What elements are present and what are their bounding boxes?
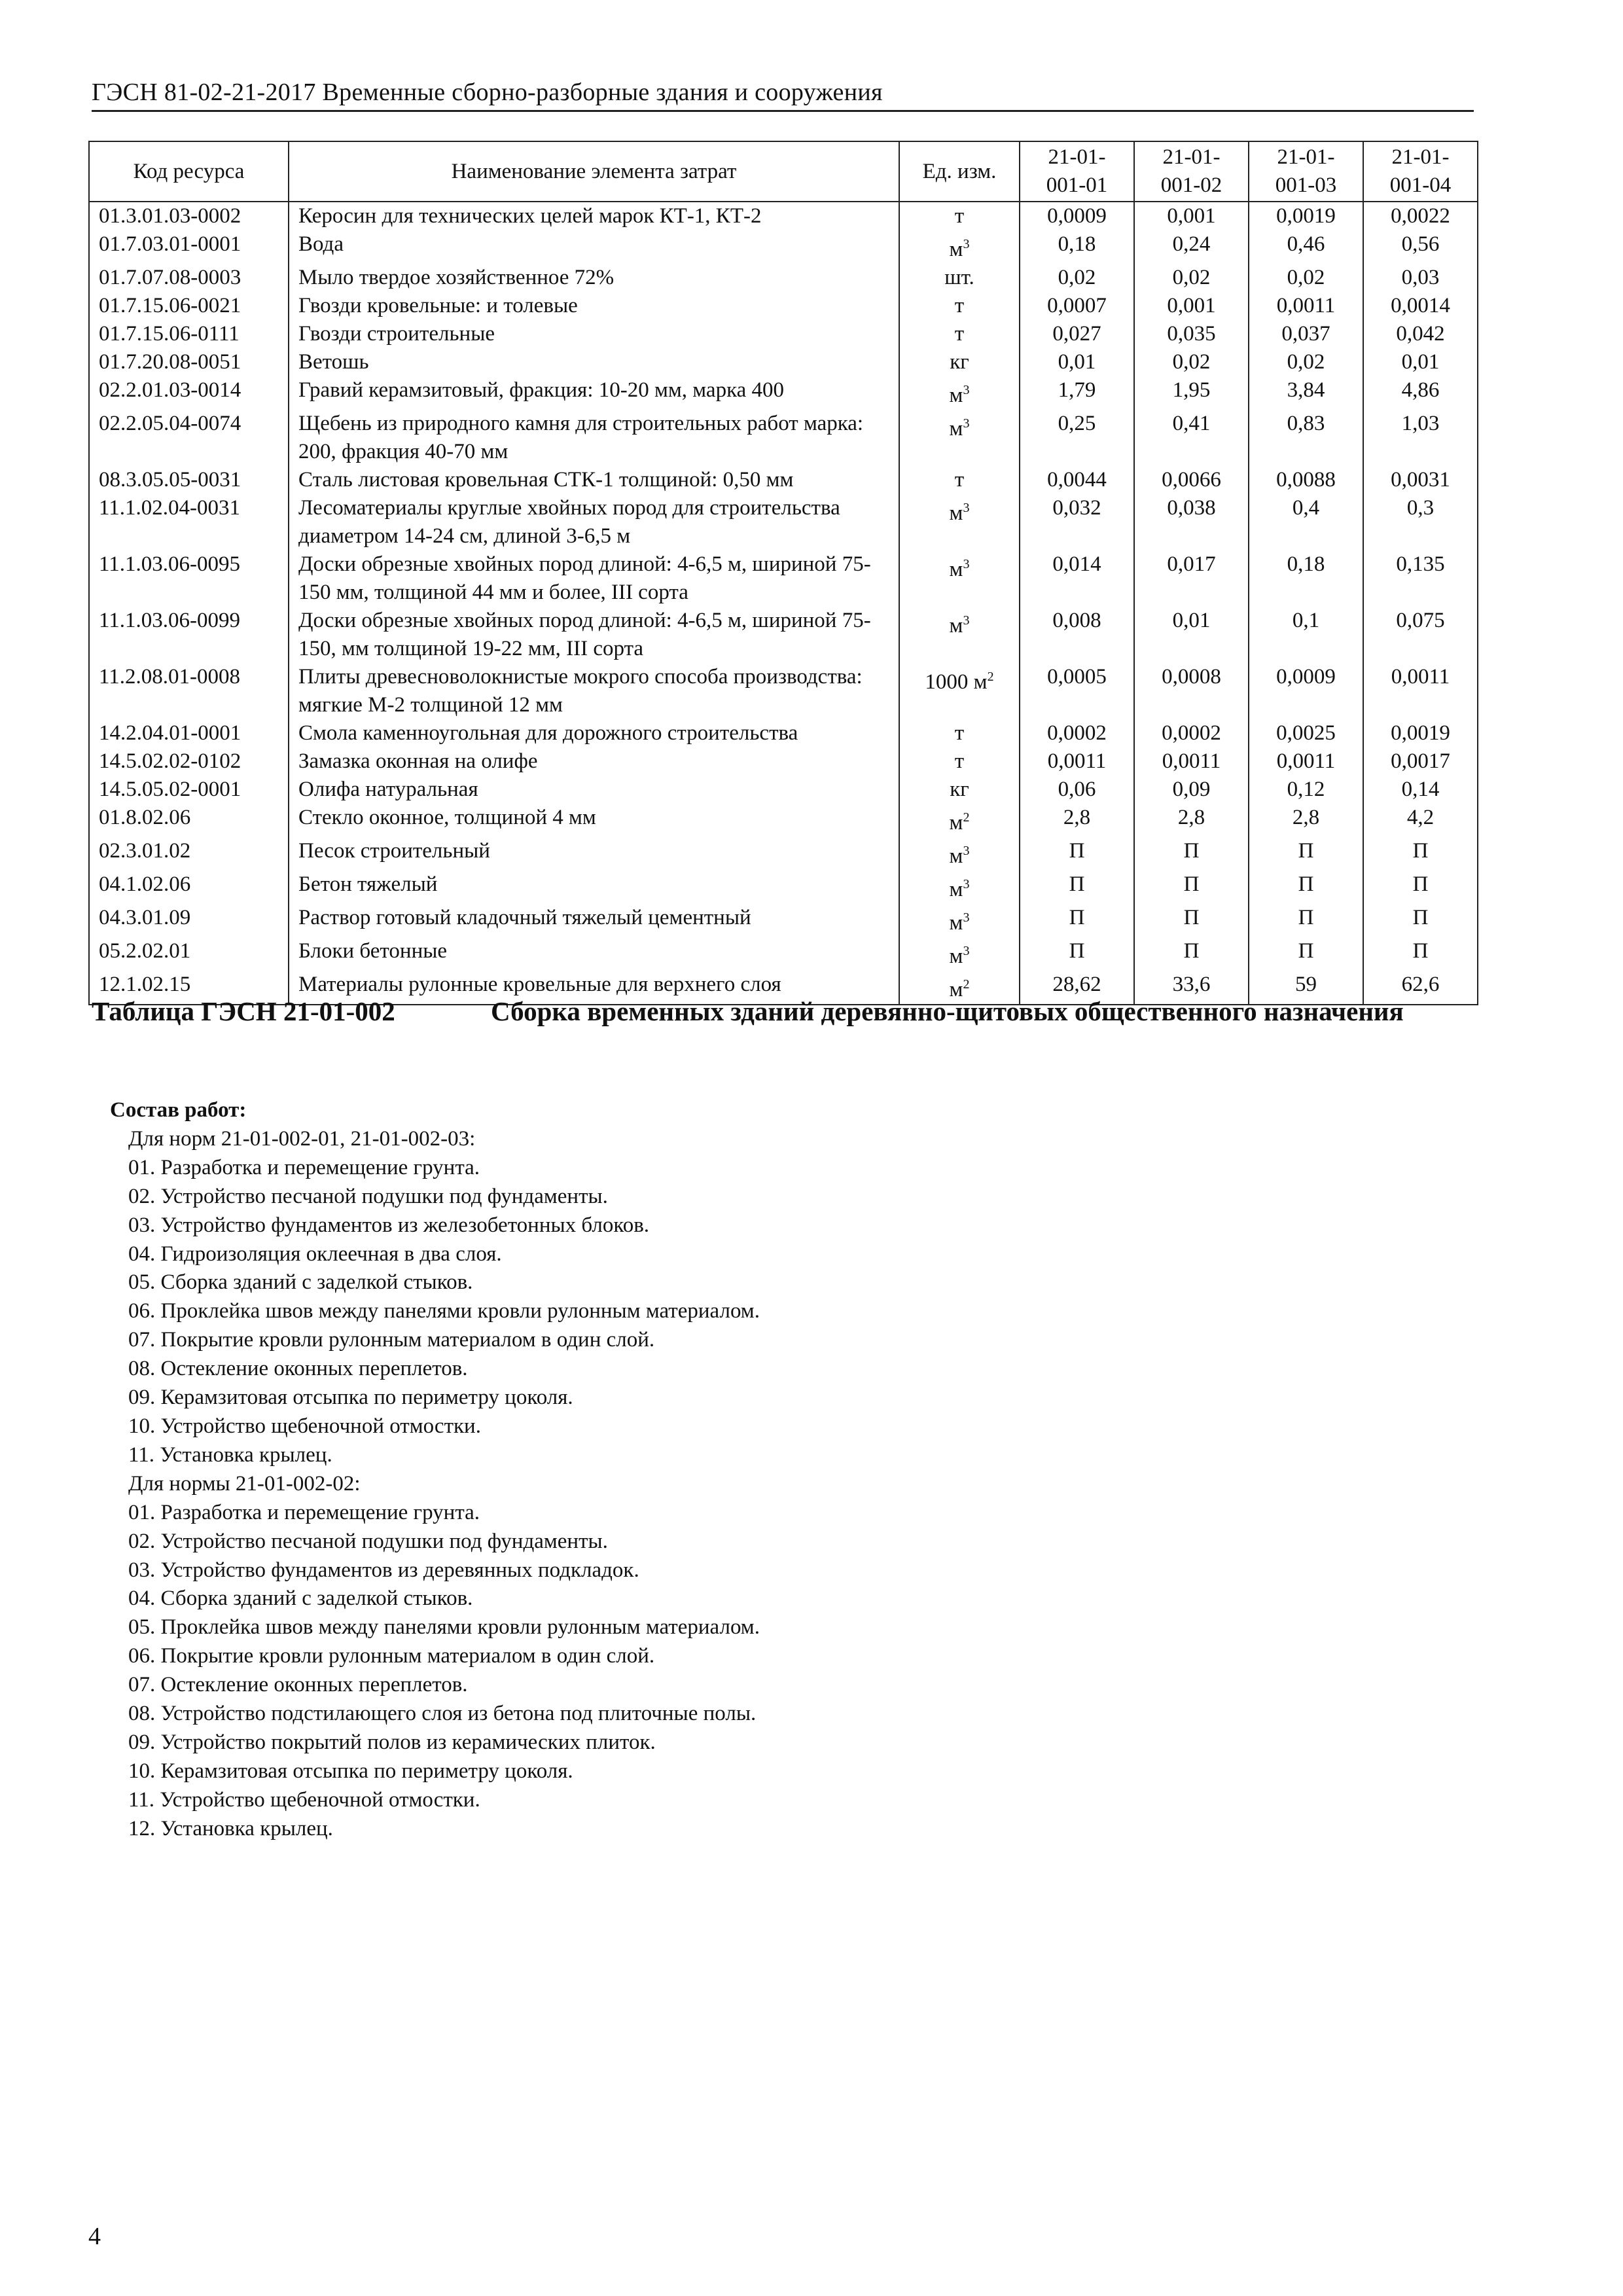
- cell-norm-4: П: [1363, 904, 1478, 937]
- table-row: [89, 663, 1478, 719]
- cell-code: 12.1.02.15: [89, 971, 289, 1005]
- works-list: [110, 1125, 1419, 1844]
- cell-norm-1: 0,008: [1020, 607, 1134, 663]
- cell-code: 08.3.05.05-0031: [89, 466, 289, 494]
- cell-norm-3: 59: [1249, 971, 1363, 1005]
- cell-norm-3: 0,02: [1249, 264, 1363, 292]
- cell-norm-4: П: [1363, 937, 1478, 971]
- cell-norm-2: 0,038: [1134, 494, 1249, 550]
- unit-text: м: [949, 384, 963, 407]
- works-item: 01. Разработка и перемещение грунта.: [128, 1155, 480, 1179]
- cell-name: Замазка оконная на олифе: [289, 747, 899, 776]
- cell-norm-1: П: [1020, 904, 1134, 937]
- cell-norm-1: 0,0007: [1020, 292, 1134, 320]
- unit-exponent: 3: [963, 844, 970, 858]
- cell-name: Стекло оконное, толщиной 4 мм: [289, 804, 899, 837]
- works-item: 03. Устройство фундаментов из железобетонных блоков.: [128, 1213, 650, 1237]
- cell-name: Мыло твердое хозяйственное 72%: [289, 264, 899, 292]
- unit-exponent: 2: [963, 977, 970, 992]
- cell-code: 11.1.02.04-0031: [89, 494, 289, 550]
- cell-code: 02.2.05.04-0074: [89, 410, 289, 466]
- cell-unit: [899, 202, 1020, 230]
- works-item: 07. Покрытие кровли рулонным материалом в один слой.: [128, 1328, 655, 1352]
- cell-unit: [899, 870, 1020, 904]
- cell-norm-3: 0,0011: [1249, 292, 1363, 320]
- table-body: [89, 202, 1478, 1005]
- cell-norm-2: 0,001: [1134, 202, 1249, 230]
- table-row: [89, 202, 1478, 230]
- cell-norm-2: П: [1134, 904, 1249, 937]
- table-row: [89, 937, 1478, 971]
- works-item: 10. Устройство щебеночной отмостки.: [128, 1414, 481, 1438]
- cell-unit: [899, 663, 1020, 719]
- cell-norm-1: 0,0011: [1020, 747, 1134, 776]
- cell-norm-2: 0,01: [1134, 607, 1249, 663]
- works-item: 11. Установка крылец.: [128, 1443, 332, 1467]
- table-row: [89, 230, 1478, 264]
- cell-norm-3: 0,0088: [1249, 466, 1363, 494]
- table-row: [89, 376, 1478, 410]
- unit-text: т: [954, 749, 965, 773]
- table-row: [89, 550, 1478, 607]
- cell-norm-1: П: [1020, 870, 1134, 904]
- unit-exponent: 2: [963, 810, 970, 825]
- col-header-norm-3: 21-01- 001-03: [1249, 141, 1363, 202]
- cell-norm-3: 0,18: [1249, 550, 1363, 607]
- cell-norm-4: 0,135: [1363, 550, 1478, 607]
- cell-unit: [899, 904, 1020, 937]
- cell-code: 11.2.08.01-0008: [89, 663, 289, 719]
- works-item: 10. Керамзитовая отсыпка по периметру цоколя.: [128, 1759, 573, 1783]
- cell-norm-4: 0,0011: [1363, 663, 1478, 719]
- unit-exponent: 3: [963, 237, 970, 251]
- cell-norm-2: 0,0011: [1134, 747, 1249, 776]
- cell-name: Доски обрезные хвойных пород длиной: 4-6,5 м, шириной 75-150 мм, толщиной 44 мм и более, III сорта: [289, 550, 899, 607]
- cell-code: 01.7.15.06-0111: [89, 320, 289, 348]
- cell-unit: [899, 466, 1020, 494]
- works-item: 06. Покрытие кровли рулонным материалом в один слой.: [128, 1644, 655, 1668]
- unit-text: м: [949, 811, 963, 834]
- cell-name: Лесоматериалы круглые хвойных пород для строительства диаметром 14-24 см, длиной 3-6,5 м: [289, 494, 899, 550]
- cell-norm-2: 0,001: [1134, 292, 1249, 320]
- cell-name: Доски обрезные хвойных пород длиной: 4-6,5 м, шириной 75-150, мм толщиной 19-22 мм, III сорта: [289, 607, 899, 663]
- unit-exponent: 3: [963, 944, 970, 958]
- cell-norm-1: 28,62: [1020, 971, 1134, 1005]
- cell-norm-3: 0,0009: [1249, 663, 1363, 719]
- cell-norm-1: 0,027: [1020, 320, 1134, 348]
- cell-name: Олифа натуральная: [289, 776, 899, 804]
- cell-norm-2: 0,0008: [1134, 663, 1249, 719]
- cell-norm-2: 0,017: [1134, 550, 1249, 607]
- unit-text: т: [954, 294, 965, 317]
- cell-norm-1: 0,032: [1020, 494, 1134, 550]
- cell-unit: [899, 776, 1020, 804]
- cell-norm-2: П: [1134, 937, 1249, 971]
- cell-norm-4: 4,2: [1363, 804, 1478, 837]
- unit-exponent: 3: [963, 910, 970, 925]
- cell-norm-3: П: [1249, 937, 1363, 971]
- cell-code: 05.2.02.01: [89, 937, 289, 971]
- cell-norm-2: 2,8: [1134, 804, 1249, 837]
- works-item: 01. Разработка и перемещение грунта.: [128, 1500, 480, 1524]
- unit-text: т: [954, 721, 965, 745]
- cell-norm-1: 0,06: [1020, 776, 1134, 804]
- page-number: 4: [88, 2223, 101, 2250]
- cell-norm-4: 1,03: [1363, 410, 1478, 466]
- cell-unit: [899, 320, 1020, 348]
- works-item: 02. Устройство песчаной подушки под фундаменты.: [128, 1529, 608, 1553]
- cell-norm-1: 0,0009: [1020, 202, 1134, 230]
- cell-norm-4: 0,01: [1363, 348, 1478, 376]
- unit-text: м: [949, 614, 963, 637]
- cell-norm-4: П: [1363, 870, 1478, 904]
- cell-norm-2: 0,0002: [1134, 719, 1249, 747]
- cell-norm-1: 0,02: [1020, 264, 1134, 292]
- cell-code: 01.7.03.01-0001: [89, 230, 289, 264]
- cell-norm-3: 0,83: [1249, 410, 1363, 466]
- cell-norm-1: 0,0005: [1020, 663, 1134, 719]
- cell-unit: [899, 410, 1020, 466]
- cell-unit: [899, 837, 1020, 870]
- table-row: [89, 348, 1478, 376]
- works-item: 04. Гидроизоляция оклеечная в два слоя.: [128, 1242, 502, 1266]
- table-header-row: [89, 141, 1478, 202]
- cell-norm-3: 0,12: [1249, 776, 1363, 804]
- cell-norm-4: 0,0022: [1363, 202, 1478, 230]
- cell-norm-1: П: [1020, 937, 1134, 971]
- unit-exponent: 3: [963, 877, 970, 891]
- cell-unit: [899, 550, 1020, 607]
- cell-norm-1: 0,01: [1020, 348, 1134, 376]
- cell-norm-3: 0,1: [1249, 607, 1363, 663]
- cell-code: 04.1.02.06: [89, 870, 289, 904]
- cell-name: Гравий керамзитовый, фракция: 10-20 мм, марка 400: [289, 376, 899, 410]
- cell-norm-1: 0,25: [1020, 410, 1134, 466]
- cell-norm-4: 0,075: [1363, 607, 1478, 663]
- cell-code: 01.7.15.06-0021: [89, 292, 289, 320]
- cell-norm-4: 0,0019: [1363, 719, 1478, 747]
- cell-norm-4: 0,14: [1363, 776, 1478, 804]
- works-item: 03. Устройство фундаментов из деревянных подкладок.: [128, 1558, 639, 1582]
- cell-norm-1: 0,014: [1020, 550, 1134, 607]
- works-item: 04. Сборка зданий с заделкой стыков.: [128, 1587, 473, 1611]
- col-header-code: Код ресурса: [89, 141, 289, 202]
- table-row: [89, 719, 1478, 747]
- unit-text: 1000 м: [925, 670, 988, 694]
- col-header-norm-2: 21-01- 001-02: [1134, 141, 1249, 202]
- works-item: 05. Сборка зданий с заделкой стыков.: [128, 1270, 473, 1295]
- table-row: [89, 607, 1478, 663]
- unit-text: м: [949, 501, 963, 525]
- cell-norm-1: П: [1020, 837, 1134, 870]
- cell-unit: [899, 376, 1020, 410]
- cell-code: 02.2.01.03-0014: [89, 376, 289, 410]
- cell-code: 11.1.03.06-0099: [89, 607, 289, 663]
- cell-norm-4: П: [1363, 837, 1478, 870]
- works-group-intro: Для норм 21-01-002-01, 21-01-002-03:: [128, 1126, 476, 1151]
- table-row: [89, 264, 1478, 292]
- cell-norm-2: 0,035: [1134, 320, 1249, 348]
- cell-norm-1: 0,0044: [1020, 466, 1134, 494]
- cell-code: 01.7.20.08-0051: [89, 348, 289, 376]
- works-composition: [110, 1096, 1419, 1844]
- works-item: 09. Устройство покрытий полов из керамических плиток.: [128, 1730, 656, 1754]
- unit-text: м: [949, 978, 963, 1001]
- cell-name: Плиты древесноволокнистые мокрого способа производства: мягкие М-2 толщиной 12 мм: [289, 663, 899, 719]
- cell-code: 01.7.07.08-0003: [89, 264, 289, 292]
- cell-norm-1: 2,8: [1020, 804, 1134, 837]
- cell-norm-4: 0,042: [1363, 320, 1478, 348]
- table-row: [89, 292, 1478, 320]
- cell-unit: [899, 348, 1020, 376]
- col-header-norm-4: 21-01- 001-04: [1363, 141, 1478, 202]
- unit-text: т: [954, 468, 965, 492]
- works-item: 07. Остекление оконных переплетов.: [128, 1673, 468, 1697]
- cell-name: Песок строительный: [289, 837, 899, 870]
- works-item: 09. Керамзитовая отсыпка по периметру цоколя.: [128, 1386, 573, 1410]
- cell-name: Гвозди строительные: [289, 320, 899, 348]
- table-row: [89, 904, 1478, 937]
- cell-norm-1: 0,0002: [1020, 719, 1134, 747]
- cell-norm-3: 2,8: [1249, 804, 1363, 837]
- resource-table: [88, 141, 1478, 1005]
- unit-text: т: [954, 322, 965, 346]
- cell-norm-3: 0,037: [1249, 320, 1363, 348]
- cell-norm-3: 0,02: [1249, 348, 1363, 376]
- cell-norm-2: П: [1134, 870, 1249, 904]
- unit-text: шт.: [944, 266, 974, 289]
- cell-norm-2: 33,6: [1134, 971, 1249, 1005]
- cell-norm-2: П: [1134, 837, 1249, 870]
- cell-norm-2: 0,02: [1134, 264, 1249, 292]
- table-row: [89, 837, 1478, 870]
- cell-name: Бетон тяжелый: [289, 870, 899, 904]
- cell-norm-4: 4,86: [1363, 376, 1478, 410]
- cell-code: 11.1.03.06-0095: [89, 550, 289, 607]
- cell-unit: [899, 719, 1020, 747]
- section-table-label: Таблица ГЭСН 21-01-002: [92, 996, 395, 1026]
- unit-text: м: [949, 911, 963, 935]
- cell-name: Щебень из природного камня для строительных работ марка: 200, фракция 40-70 мм: [289, 410, 899, 466]
- cell-norm-2: 0,24: [1134, 230, 1249, 264]
- section-table-title: Сборка временных зданий деревянно-щитовых общественного назначения: [491, 996, 1404, 1026]
- unit-text: м: [949, 944, 963, 968]
- cell-unit: [899, 292, 1020, 320]
- cell-norm-3: 3,84: [1249, 376, 1363, 410]
- table-row: [89, 747, 1478, 776]
- cell-unit: [899, 494, 1020, 550]
- cell-code: 04.3.01.09: [89, 904, 289, 937]
- works-item: 12. Установка крылец.: [128, 1816, 333, 1840]
- cell-norm-4: 0,56: [1363, 230, 1478, 264]
- unit-exponent: 3: [963, 557, 970, 571]
- cell-norm-4: 0,0031: [1363, 466, 1478, 494]
- cell-unit: [899, 230, 1020, 264]
- cell-name: Смола каменноугольная для дорожного строительства: [289, 719, 899, 747]
- cell-norm-4: 0,3: [1363, 494, 1478, 550]
- cell-unit: [899, 747, 1020, 776]
- cell-norm-4: 0,0017: [1363, 747, 1478, 776]
- table-row: [89, 870, 1478, 904]
- unit-text: кг: [950, 350, 969, 374]
- cell-norm-3: 0,4: [1249, 494, 1363, 550]
- cell-name: Гвозди кровельные: и толевые: [289, 292, 899, 320]
- cell-name: Вода: [289, 230, 899, 264]
- works-group-intro: Для нормы 21-01-002-02:: [128, 1471, 361, 1496]
- works-item: 05. Проклейка швов между панелями кровли рулонным материалом.: [128, 1615, 760, 1640]
- unit-text: м: [949, 417, 963, 440]
- table-row: [89, 804, 1478, 837]
- unit-text: т: [954, 204, 965, 228]
- unit-text: м: [949, 558, 963, 581]
- cell-unit: [899, 804, 1020, 837]
- table-row: [89, 494, 1478, 550]
- cell-unit: [899, 607, 1020, 663]
- cell-code: 01.8.02.06: [89, 804, 289, 837]
- cell-code: 14.5.05.02-0001: [89, 776, 289, 804]
- cell-norm-1: 1,79: [1020, 376, 1134, 410]
- cell-unit: [899, 264, 1020, 292]
- cell-norm-3: 0,0025: [1249, 719, 1363, 747]
- cell-code: 14.2.04.01-0001: [89, 719, 289, 747]
- cell-norm-2: 0,09: [1134, 776, 1249, 804]
- table-row: [89, 466, 1478, 494]
- table-row: [89, 320, 1478, 348]
- cell-norm-3: 0,46: [1249, 230, 1363, 264]
- cell-norm-2: 0,0066: [1134, 466, 1249, 494]
- cell-norm-2: 1,95: [1134, 376, 1249, 410]
- cell-name: Керосин для технических целей марок КТ-1, КТ-2: [289, 202, 899, 230]
- works-item: 11. Устройство щебеночной отмостки.: [128, 1787, 480, 1812]
- cell-norm-4: 0,0014: [1363, 292, 1478, 320]
- cell-norm-4: 0,03: [1363, 264, 1478, 292]
- cell-code: 01.3.01.03-0002: [89, 202, 289, 230]
- unit-exponent: 3: [963, 416, 970, 431]
- works-item: 02. Устройство песчаной подушки под фундаменты.: [128, 1184, 608, 1208]
- cell-norm-3: П: [1249, 837, 1363, 870]
- cell-norm-3: 0,0019: [1249, 202, 1363, 230]
- running-header: ГЭСН 81-02-21-2017 Временные сборно-разборные здания и сооружения: [92, 77, 1474, 112]
- cell-unit: [899, 937, 1020, 971]
- unit-exponent: 2: [987, 670, 994, 684]
- unit-exponent: 3: [963, 501, 970, 515]
- unit-text: м: [949, 878, 963, 901]
- cell-name: Раствор готовый кладочный тяжелый цементный: [289, 904, 899, 937]
- works-item: 08. Остекление оконных переплетов.: [128, 1357, 468, 1381]
- table-row: [89, 410, 1478, 466]
- cell-name: Блоки бетонные: [289, 937, 899, 971]
- unit-exponent: 3: [963, 383, 970, 397]
- cell-name: Сталь листовая кровельная СТК-1 толщиной: 0,50 мм: [289, 466, 899, 494]
- col-header-unit: Ед. изм.: [899, 141, 1020, 202]
- unit-text: м: [949, 844, 963, 868]
- cell-name: Материалы рулонные кровельные для верхнего слоя: [289, 971, 899, 1005]
- col-header-norm-1: 21-01- 001-01: [1020, 141, 1134, 202]
- cell-norm-4: 62,6: [1363, 971, 1478, 1005]
- cell-norm-3: П: [1249, 904, 1363, 937]
- cell-name: Ветошь: [289, 348, 899, 376]
- table-row: [89, 776, 1478, 804]
- unit-text: кг: [950, 778, 969, 801]
- unit-text: м: [949, 238, 963, 261]
- cell-norm-3: П: [1249, 870, 1363, 904]
- cell-norm-3: 0,0011: [1249, 747, 1363, 776]
- cell-norm-2: 0,02: [1134, 348, 1249, 376]
- col-header-name: Наименование элемента затрат: [289, 141, 899, 202]
- works-item: 08. Устройство подстилающего слоя из бетона под плиточные полы.: [128, 1702, 757, 1726]
- cell-code: 02.3.01.02: [89, 837, 289, 870]
- unit-exponent: 3: [963, 613, 970, 628]
- works-item: 06. Проклейка швов между панелями кровли рулонным материалом.: [128, 1299, 760, 1323]
- works-heading: Состав работ:: [110, 1098, 247, 1122]
- cell-norm-2: 0,41: [1134, 410, 1249, 466]
- cell-code: 14.5.02.02-0102: [89, 747, 289, 776]
- cell-norm-1: 0,18: [1020, 230, 1134, 264]
